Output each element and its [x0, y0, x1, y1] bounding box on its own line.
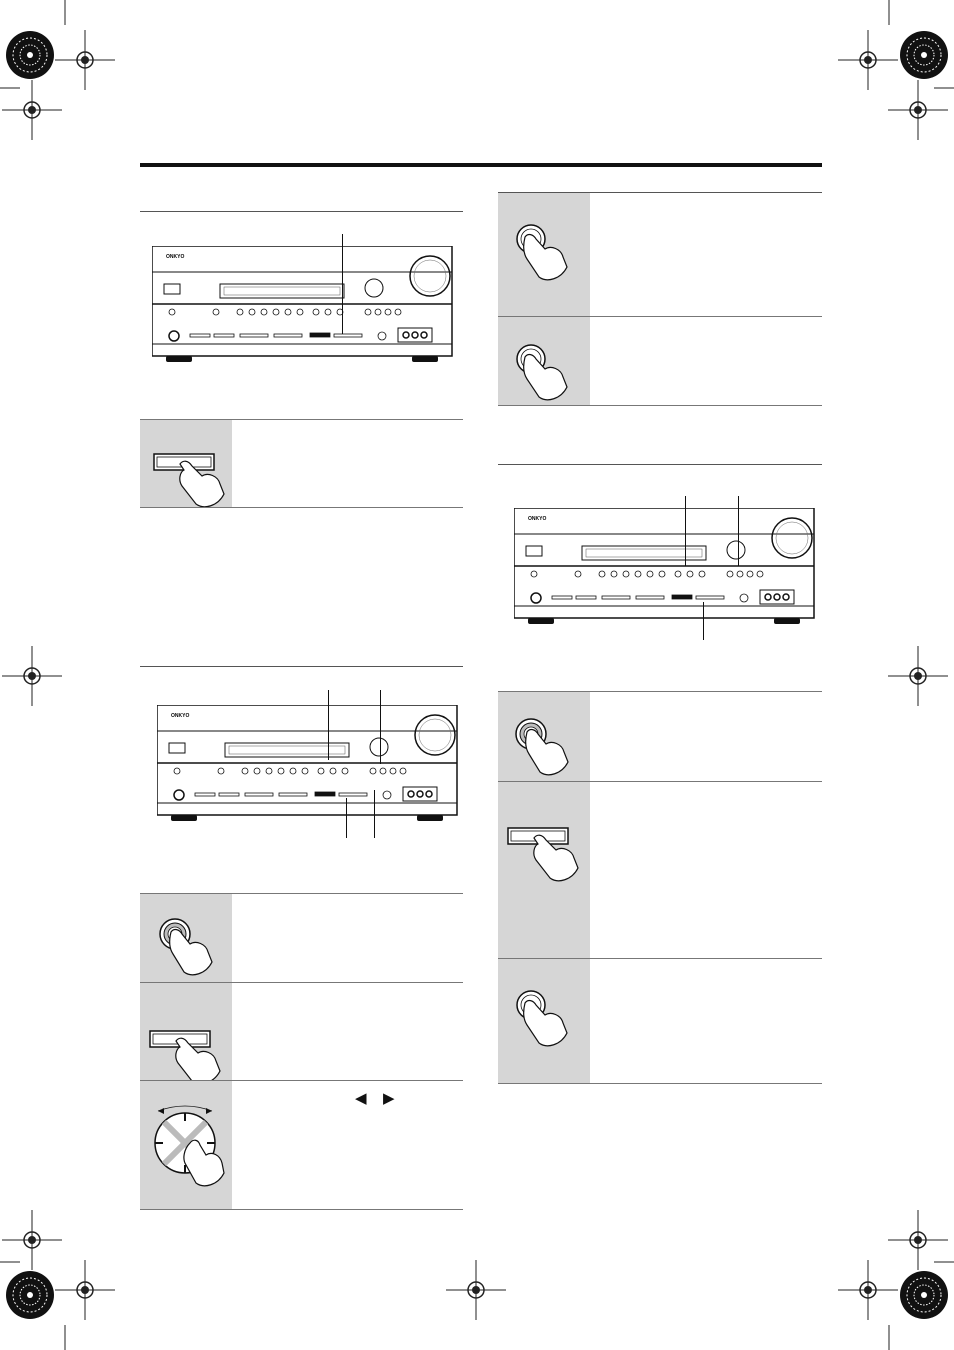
receiver-front-panel	[157, 705, 462, 827]
rect-button-press-icon	[508, 828, 578, 881]
round-button-press-icon	[160, 919, 212, 975]
callout-line	[374, 790, 375, 838]
round-button-press-icon	[517, 225, 567, 280]
round-button-press-icon	[517, 991, 567, 1046]
round-button-press-icon	[516, 719, 568, 775]
step-icon-area	[498, 317, 590, 405]
step-row	[140, 1080, 463, 1210]
receiver-front-panel	[152, 246, 457, 368]
step-icon-area	[498, 782, 590, 958]
step-row	[498, 958, 822, 1084]
callout-line	[685, 496, 686, 566]
section-rule	[498, 464, 822, 465]
receiver-front-panel	[514, 508, 819, 630]
step-row	[498, 316, 822, 406]
callout-line	[328, 690, 329, 760]
step-row	[140, 419, 463, 508]
dial-turn-icon	[140, 1081, 232, 1209]
section-rule	[140, 666, 463, 667]
callout-line	[346, 798, 347, 838]
callout-line	[342, 234, 343, 334]
step-icon-area	[140, 1081, 232, 1209]
round-button-press-icon	[517, 345, 567, 400]
header-rule	[140, 163, 822, 167]
brand-logo: ONKYO	[171, 713, 190, 719]
step-icon-area	[140, 894, 232, 982]
arrow-right-icon: ▶	[383, 1090, 395, 1107]
step-row	[140, 982, 463, 1080]
rect-button-press-icon	[154, 454, 224, 507]
step-row	[140, 893, 463, 982]
step-row	[498, 691, 822, 781]
arrow-left-icon: ◀	[355, 1090, 367, 1107]
step-icon-area	[140, 983, 232, 1080]
callout-line	[380, 690, 381, 764]
step-row	[498, 192, 822, 316]
callout-line	[703, 602, 704, 640]
step-row	[498, 781, 822, 958]
section-rule	[140, 211, 463, 212]
step-icon-area	[140, 420, 232, 507]
brand-logo: ONKYO	[166, 254, 185, 260]
rect-button-press-icon	[150, 1031, 220, 1080]
step-icon-area	[498, 959, 590, 1083]
callout-line	[738, 496, 739, 566]
brand-logo: ONKYO	[528, 516, 547, 522]
step-icon-area	[498, 193, 590, 316]
step-icon-area	[498, 692, 590, 781]
